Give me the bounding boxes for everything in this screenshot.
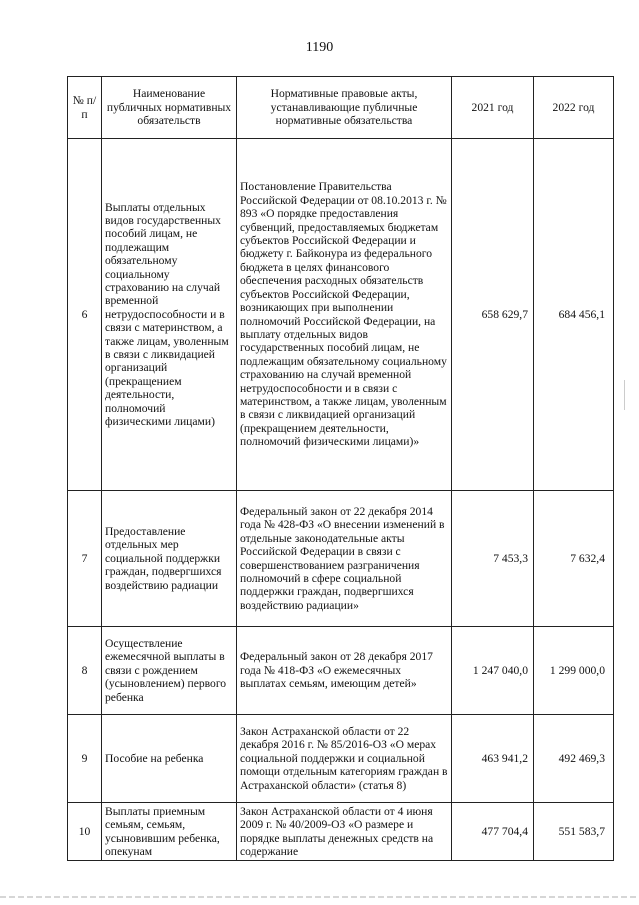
row-2021: 1 247 040,0	[452, 627, 534, 715]
table-row	[68, 803, 614, 861]
scan-artifact-mark	[624, 380, 625, 410]
row-2022: 7 632,4	[534, 491, 614, 627]
row-2022: 1 299 000,0	[534, 627, 614, 715]
row-name: Предоставление отдельных мер социальной поддержки граждан, подвергшихся воздействию радиации	[102, 491, 237, 627]
table-row	[68, 491, 614, 627]
table-header-row	[68, 77, 614, 139]
row-2022: 684 456,1	[534, 139, 614, 491]
header-2021: 2021 год	[452, 77, 534, 139]
table-row	[68, 715, 614, 803]
header-2022: 2022 год	[534, 77, 614, 139]
row-act: Закон Астраханской области от 22 декабря 2016 г. № 85/2016-ОЗ «О мерах социальной поддержки и социальной помощи отдельным категориям граждан в Астраханской области» (статья 8)	[237, 715, 452, 803]
table-row	[68, 139, 614, 491]
header-acts: Нормативные правовые акты, устанавливающие публичные нормативные обязательства	[237, 77, 452, 139]
row-name: Выплаты приемным семьям, семьям, усыновившим ребенка, опекунам	[102, 803, 237, 861]
row-name: Осуществление ежемесячной выплаты в связи с рождением (усыновлением) первого ребенка	[102, 627, 237, 715]
header-name: Наименование публичных нормативных обязательств	[102, 77, 237, 139]
row-num: 10	[68, 803, 102, 861]
row-2022: 551 583,7	[534, 803, 614, 861]
row-act: Постановление Правительства Российской Федерации от 08.10.2013 г. № 893 «О порядке предоставления субвенций, предоставляемых бюджетам субъектов Российской Федерации и бюджету г. Байконура из федерального бюджета в целях финансового обеспечения расходных обязательств субъектов Российской Федерации, возникающих при выполнении полномочий Российской Федерации, на выплату отдельных видов государственных пособий лицам, не подлежащим обязательному социальному страхованию на случай временной нетрудоспособности и в связи с материнством, а также лицам, уволенным в связи с ликвидацией организаций (прекращением деятельности, полномочий физическими лицами)»	[237, 139, 452, 491]
row-num: 7	[68, 491, 102, 627]
row-2021: 7 453,3	[452, 491, 534, 627]
header-num: № п/п	[68, 77, 102, 139]
row-num: 6	[68, 139, 102, 491]
row-num: 9	[68, 715, 102, 803]
obligations-table	[67, 76, 614, 861]
row-2021: 463 941,2	[452, 715, 534, 803]
row-name: Выплаты отдельных видов государственных пособий лицам, не подлежащим обязательному социальному страхованию на случай временной нетрудоспособности и в связи с материнством, а также лицам, уволенным в связи с ликвидацией организаций (прекращением деятельности, полномочий физическими лицами)	[102, 139, 237, 491]
row-2021: 477 704,4	[452, 803, 534, 861]
row-act: Федеральный закон от 28 декабря 2017 года № 418-ФЗ «О ежемесячных выплатах семьям, имеющим детей»	[237, 627, 452, 715]
table-row	[68, 627, 614, 715]
scan-artifact-line	[0, 896, 639, 898]
row-2021: 658 629,7	[452, 139, 534, 491]
row-num: 8	[68, 627, 102, 715]
row-name: Пособие на ребенка	[102, 715, 237, 803]
row-act: Закон Астраханской области от 4 июня 2009 г. № 40/2009-ОЗ «О размере и порядке выплаты денежных средств на содержание	[237, 803, 452, 861]
page-number: 1190	[305, 40, 334, 55]
row-act: Федеральный закон от 22 декабря 2014 года № 428-ФЗ «О внесении изменений в отдельные законодательные акты Российской Федерации в связи с совершенствованием разграничения полномочий в сфере социальной поддержки граждан, подвергшихся воздействию радиации»	[237, 491, 452, 627]
row-2022: 492 469,3	[534, 715, 614, 803]
